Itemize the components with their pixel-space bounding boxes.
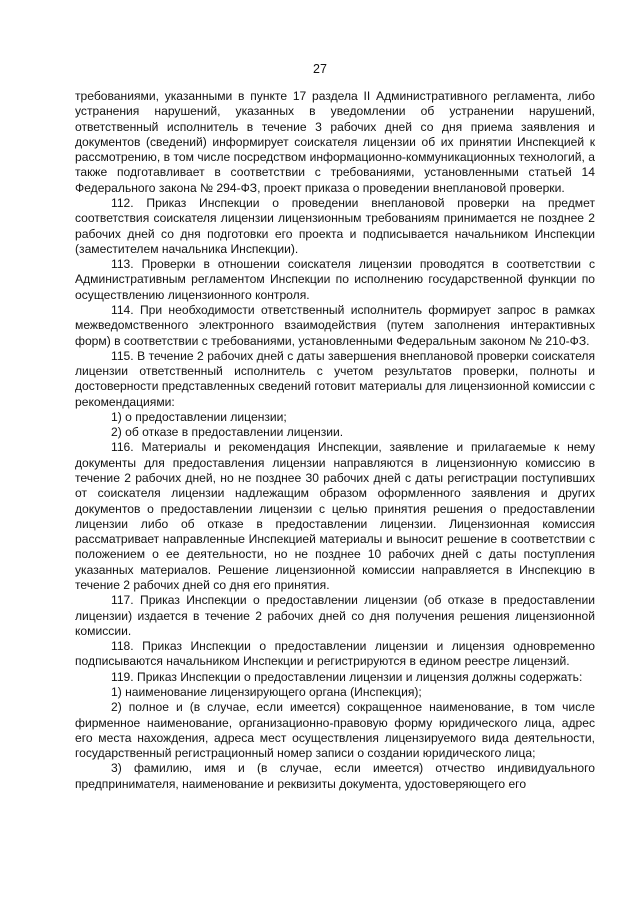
paragraph-115: 115. В течение 2 рабочих дней с даты завершения внеплановой проверки соискателя лицензии ответственный исполнитель с учетом результатов проверки, полноты и достоверности представленных сведений готовит материалы для лицензионной комиссии с рекомендациями: <box>75 348 595 409</box>
list-item-119-2: 2) полное и (в случае, если имеется) сокращенное наименование, в том числе фирменное наименование, организационно-правовую форму юридического лица, адрес его места нахождения, адреса мест осуществления лицензируемого вида деятельности, государственный регистрационный номер записи о создании юридического лица; <box>75 700 595 761</box>
paragraph-116: 116. Материалы и рекомендация Инспекции, заявление и прилагаемые к нему документы для предоставления лицензии направляются в лицензионную комиссию в течение 2 рабочих дней, но не позднее 30 рабочих дней с даты регистрации поступивших от соискателя лицензии надлежащим образом оформленного заявления и других документов о предоставлении лицензии с целью принятия решения о предоставлении лицензии либо об отказе в предоставлении лицензии. Лицензионная комиссия рассматривает направленные Инспекцией материалы и выносит решение в соответствии с положением о ее деятельности, но не позднее 10 рабочих дней с даты поступления указанных материалов. Решение лицензионной комиссии направляется в Инспекцию в течение 2 рабочих дней со дня его принятия. <box>75 440 595 592</box>
document-body <box>75 89 595 792</box>
paragraph-continuation: требованиями, указанными в пункте 17 раздела II Административного регламента, либо устранения нарушений, указанных в уведомлении об устранении нарушений, ответственный исполнитель в течение 3 рабочих дней со дня приема заявления и документов (сведений) информирует соискателя лицензии об их принятии Инспекцией к рассмотрению, в том числе посредством информационно-коммуникационных технологий, а также подготавливает в соответствии с требованиями, установленными статьей 14 Федерального закона № 294-ФЗ, проект приказа о проведении внеплановой проверки. <box>75 89 595 195</box>
paragraph-113: 113. Проверки в отношении соискателя лицензии проводятся в соответствии с Административным регламентом Инспекции по исполнению государственной функции по осуществлению лицензионного контроля. <box>75 257 595 302</box>
paragraph-117: 117. Приказ Инспекции о предоставлении лицензии (об отказе в предоставлении лицензии) издается в течение 2 рабочих дней со дня получения решения лицензионной комиссии. <box>75 593 595 638</box>
page-number: 27 <box>313 62 327 76</box>
list-item-115-1: 1) о предоставлении лицензии; <box>111 409 287 424</box>
paragraph-118: 118. Приказ Инспекции о предоставлении лицензии и лицензия одновременно подписываются начальником Инспекции и регистрируются в едином реестре лицензий. <box>75 639 595 669</box>
paragraph-119: 119. Приказ Инспекции о предоставлении лицензии и лицензия должны содержать: <box>111 669 583 684</box>
paragraph-112: 112. Приказ Инспекции о проведении внеплановой проверки на предмет соответствия соискателя лицензии лицензионным требованиям принимается не позднее 2 рабочих дней со дня подготовки его проекта и подписывается начальником Инспекции (заместителем начальника Инспекции). <box>75 195 595 256</box>
list-item-119-1: 1) наименование лицензирующего органа (Инспекция); <box>111 684 422 699</box>
list-item-119-3: 3) фамилию, имя и (в случае, если имеется) отчество индивидуального предпринимателя, наименование и реквизиты документа, удостоверяющего его <box>75 761 595 791</box>
paragraph-114: 114. При необходимости ответственный исполнитель формирует запрос в рамках межведомственного электронного взаимодействия (путем заполнения интерактивных форм) в соответствии с требованиями, установленными Федеральным законом № 210-ФЗ. <box>75 302 595 348</box>
list-item-115-2: 2) об отказе в предоставлении лицензии. <box>111 425 344 440</box>
